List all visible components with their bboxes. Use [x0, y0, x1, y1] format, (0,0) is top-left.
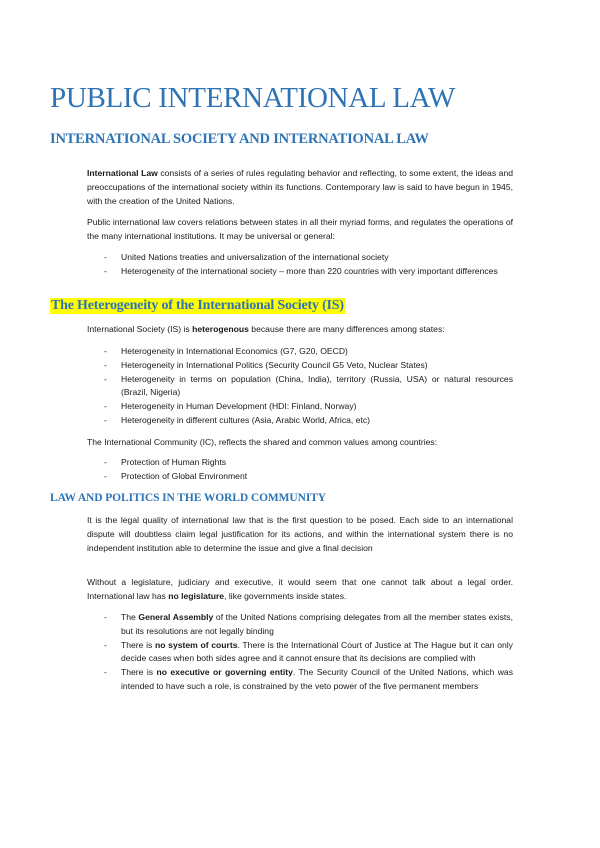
list-item [104, 639, 513, 667]
bullet-list-heterogeneity [104, 345, 513, 428]
dash-marker: - [104, 401, 107, 412]
dash-marker: - [104, 414, 107, 425]
list-item-text: United Nations treaties and universalization of the international society [121, 252, 389, 262]
list-item-text: Heterogeneity in International Economics (G7, G20, OECD) [121, 346, 348, 356]
term-international-law: International Law [87, 168, 158, 178]
dash-marker: - [104, 457, 107, 467]
list-item-text: Heterogeneity in terms on population (China, India), territory (Russia, USA) or natural resources (Brazil, Nigeria) [121, 373, 513, 398]
bullet-list-community [104, 456, 513, 484]
term-heterogenous: heterogenous [192, 324, 249, 334]
dash-marker: - [104, 373, 107, 384]
dash-marker: - [104, 639, 107, 650]
term-no-legislature: no legislature [168, 590, 225, 601]
list-item-text: . The Security Council of the United Nations, which was intended to have such a role, is constrained by the veto power of the five permanent members [121, 667, 513, 691]
list-item [104, 666, 513, 694]
dash-marker: - [104, 359, 107, 370]
list-item-text: There is [121, 667, 157, 678]
paragraph-international-law-definition [87, 167, 513, 208]
list-item [104, 470, 513, 484]
section-heading-law-and-politics: LAW AND POLITICS IN THE WORLD COMMUNITY [50, 492, 326, 504]
list-item [104, 456, 513, 470]
list-item [104, 251, 513, 265]
list-item-text: Heterogeneity of the international society – more than 220 countries with very important differences [121, 265, 498, 276]
list-item-text: Protection of Human Rights [121, 457, 227, 467]
paragraph-international-community: The International Community (IC), reflects the shared and common values among countries: [87, 437, 438, 447]
list-item-text: of the United Nations comprising delegates from all the member states exists, but its resolutions are not legally binding [121, 612, 513, 636]
paragraph-text: International Society (IS) is [87, 324, 193, 334]
section-heading-heterogeneity: The Heterogeneity of the International Society (IS) [51, 298, 344, 313]
paragraph-text: Without a legislature, judiciary and executive, it would seem that one cannot talk about a legal order. International law has [87, 577, 513, 601]
bullet-list-institutions [104, 611, 513, 694]
dash-marker: - [104, 265, 107, 276]
list-item [104, 345, 513, 359]
list-item-text: There is [121, 639, 155, 650]
list-item-text: Heterogeneity in different cultures (Asia, Arabic World, Africa, etc) [121, 414, 371, 425]
term-no-system-of-courts: no system of courts [155, 639, 238, 650]
paragraph-no-legislature [87, 576, 513, 604]
list-item-text: Heterogeneity in International Politics (Security Council G5 Veto, Nuclear States) [121, 359, 428, 370]
paragraph-text: , like governments inside states. [224, 590, 347, 601]
section-heading-international-society: INTERNATIONAL SOCIETY AND INTERNATIONAL LAW [50, 131, 429, 147]
dash-marker: - [104, 612, 107, 622]
list-item-text: . There is the International Court of Justice at The Hague but it can only decide cases when both sides agree and it cannot ensure that its decisions are complied with [121, 639, 513, 664]
list-item [104, 414, 513, 428]
bullet-list-universal [104, 251, 513, 279]
term-general-assembly: General Assembly [138, 612, 214, 622]
dash-marker: - [104, 252, 107, 262]
paragraph-public-international-law: Public international law covers relations between states in all their myriad forms, and regulates the operations of the many international institutions. It may be universal or general: [87, 217, 513, 241]
list-item [104, 400, 513, 414]
dash-marker: - [104, 667, 107, 678]
list-item [104, 373, 513, 401]
paragraph-text: because there are many differences among states: [248, 324, 445, 334]
paragraph-legal-quality: It is the legal quality of international law that is the first question to be posed. Each side to an international dispute will doubtless claim legal justification for its actions, and within the international system there is no independent institution able to determine the issue and give a final decision [87, 515, 513, 553]
dash-marker: - [104, 346, 107, 356]
paragraph-text: consists of a series of rules regulating behavior and reflecting, to some extent, the ideas and preoccupations of the international society within its functions. Contemporary law is said to have begun in 1945, with the creation of the United Nations. [87, 168, 513, 206]
term-no-executive: no executive or governing entity [156, 667, 293, 678]
list-item [104, 359, 513, 373]
list-item-text: Heterogeneity in Human Development (HDI: Finland, Norway) [121, 401, 357, 412]
list-item-text: Protection of Global Environment [121, 470, 248, 481]
list-item [104, 265, 513, 279]
dash-marker: - [104, 470, 107, 481]
list-item-text: The [121, 612, 139, 622]
paragraph-international-society [87, 323, 513, 337]
document-title: PUBLIC INTERNATIONAL LAW [50, 82, 456, 114]
list-item [104, 611, 513, 639]
